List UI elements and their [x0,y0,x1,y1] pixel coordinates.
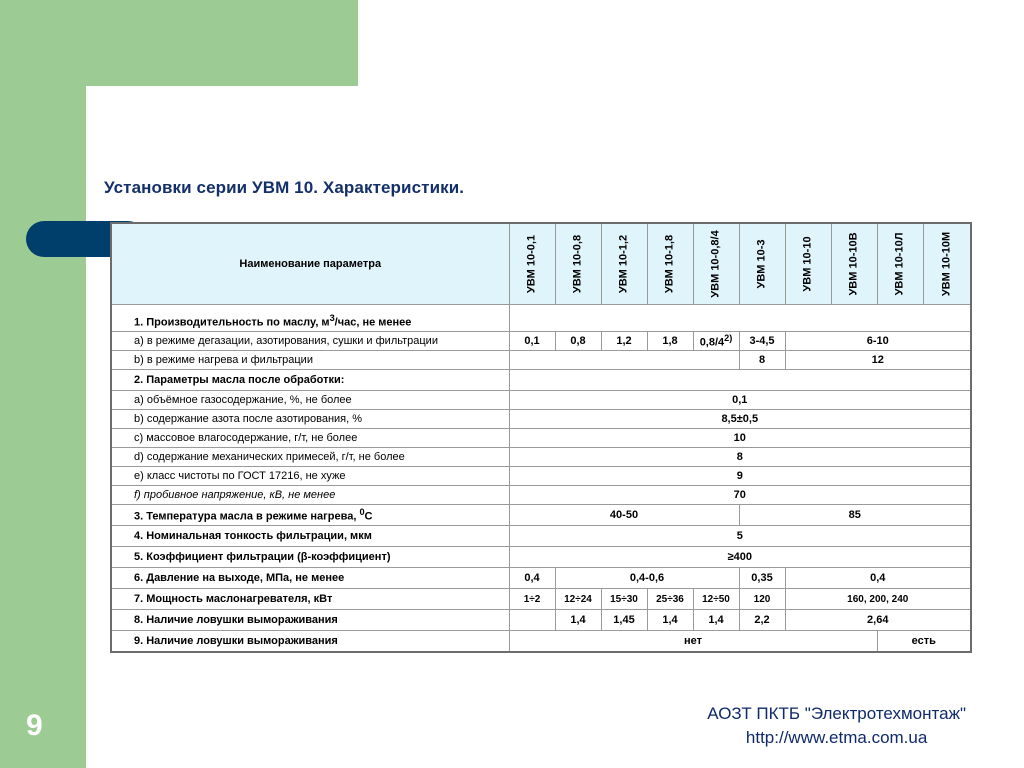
background-green-top-band [0,0,358,86]
table-row [111,631,971,653]
table-row [111,568,971,589]
column-header-model [739,223,785,305]
value-cell: 85 [739,505,971,526]
footer-company: АОЗТ ПКТБ "Электротехмонтаж" [707,704,966,723]
value-cell: 25÷36 [647,589,693,610]
value-cell: 3-4,5 [739,332,785,351]
value-cell: 120 [739,589,785,610]
value-cell: 1,4 [647,610,693,631]
parameter-label: 7. Мощность маслонагревателя, кВт [111,589,509,610]
slide-title: Установки серии УВМ 10. Характеристики. [104,178,465,197]
value-cell: 8,5±0,5 [509,410,971,429]
value-cell: 0,4 [509,568,555,589]
parameter-label: e) класс чистоты по ГОСТ 17216, не хуже [111,467,509,486]
table-row [111,589,971,610]
table-row [111,610,971,631]
parameter-label: 6. Давление на выходе, МПа, не менее [111,568,509,589]
value-cell: 8 [509,448,971,467]
parameter-label: b) содержание азота после азотирования, % [111,410,509,429]
value-cell: 1,8 [647,332,693,351]
table-row [111,448,971,467]
column-header-model [509,223,555,305]
model-label: УВМ 10-10 [801,236,814,292]
background-green-sidebar [0,0,86,768]
value-cell: 1÷2 [509,589,555,610]
column-header-model [693,223,739,305]
footer-url: http://www.etma.com.ua [745,728,928,747]
column-header-model [785,223,831,305]
table-row [111,547,971,568]
table-header-row [111,223,971,305]
value-cell: 9 [509,467,971,486]
parameter-label: а) в режиме дегазации, азотирования, сушки и фильтрации [111,332,509,351]
parameter-label: c) массовое влагосодержание, г/т, не более [111,429,509,448]
column-header-model [555,223,601,305]
value-cell: 2,64 [785,610,971,631]
parameter-label: d) содержание механических примесей, г/т, не более [111,448,509,467]
parameter-label: b) в режиме нагрева и фильтрации [111,351,509,370]
value-cell: 0,1 [509,391,971,410]
parameter-label: 3. Температура масла в режиме нагрева, $^0$С [111,505,509,526]
column-header-model [831,223,877,305]
parameter-label: 9. Наличие ловушки вымораживания [111,631,509,653]
parameter-label: а) объёмное газосодержание, %, не более [111,391,509,410]
value-cell: 0,8/4$^{2)}$ [693,332,739,351]
value-cell: 5 [509,526,971,547]
table-row [111,467,971,486]
column-header-parameter: Наименование параметра [111,223,509,305]
parameter-label: f) пробивное напряжение, кВ, не менее [111,486,509,505]
model-label: УВМ 10-3 [755,239,768,289]
empty-cell [509,610,555,631]
table-row [111,305,971,332]
value-cell: 8 [739,351,785,370]
value-cell: 0,1 [509,332,555,351]
table-row [111,526,971,547]
empty-cell [509,370,971,391]
column-header-model [601,223,647,305]
model-label: УВМ 10-10М [940,231,953,297]
value-cell: 1,4 [555,610,601,631]
parameter-label: 4. Номинальная тонкость фильтрации, мкм [111,526,509,547]
value-cell: 0,4 [785,568,971,589]
model-label: УВМ 10-10Л [893,232,906,296]
value-cell: 6-10 [785,332,971,351]
value-cell: 70 [509,486,971,505]
value-cell: 0,8 [555,332,601,351]
value-cell: 12÷50 [693,589,739,610]
parameter-label: 2. Параметры масла после обработки: [111,370,509,391]
column-header-model [923,223,971,305]
column-header-model [647,223,693,305]
model-label: УВМ 10-0,1 [525,234,538,294]
parameter-label: 8. Наличие ловушки вымораживания [111,610,509,631]
table-row [111,505,971,526]
value-cell: 160, 200, 240 [785,589,971,610]
value-cell: ≥400 [509,547,971,568]
table-row [111,332,971,351]
model-label: УВМ 10-1,8 [663,234,676,294]
parameter-label: 1. Производительность по маслу, $м^3$/час, не менее [111,305,509,332]
value-cell: 15÷30 [601,589,647,610]
value-cell: 12 [785,351,971,370]
table-row [111,351,971,370]
model-label: УВМ 10-0,8/4 [709,230,722,298]
empty-cell [509,305,971,332]
value-cell: 0,35 [739,568,785,589]
table-row [111,370,971,391]
page-number: 9 [26,709,43,742]
value-cell: 1,4 [693,610,739,631]
model-label: УВМ 10-1,2 [617,234,630,294]
footer [707,702,966,750]
table-row [111,410,971,429]
empty-cell [509,351,739,370]
value-cell: 1,45 [601,610,647,631]
value-cell: 12÷24 [555,589,601,610]
column-header-model [877,223,923,305]
value-cell: 2,2 [739,610,785,631]
value-cell: нет [509,631,877,653]
table-row [111,486,971,505]
parameter-label: 5. Коэффициент фильтрации (β-коэффициент) [111,547,509,568]
table-row [111,429,971,448]
value-cell: есть [877,631,971,653]
value-cell: 10 [509,429,971,448]
specifications-table [110,222,972,653]
table-row [111,391,971,410]
model-label: УВМ 10-10В [847,232,860,296]
model-label: УВМ 10-0,8 [571,234,584,294]
value-cell: 0,4-0,6 [555,568,739,589]
value-cell: 1,2 [601,332,647,351]
value-cell: 40-50 [509,505,739,526]
